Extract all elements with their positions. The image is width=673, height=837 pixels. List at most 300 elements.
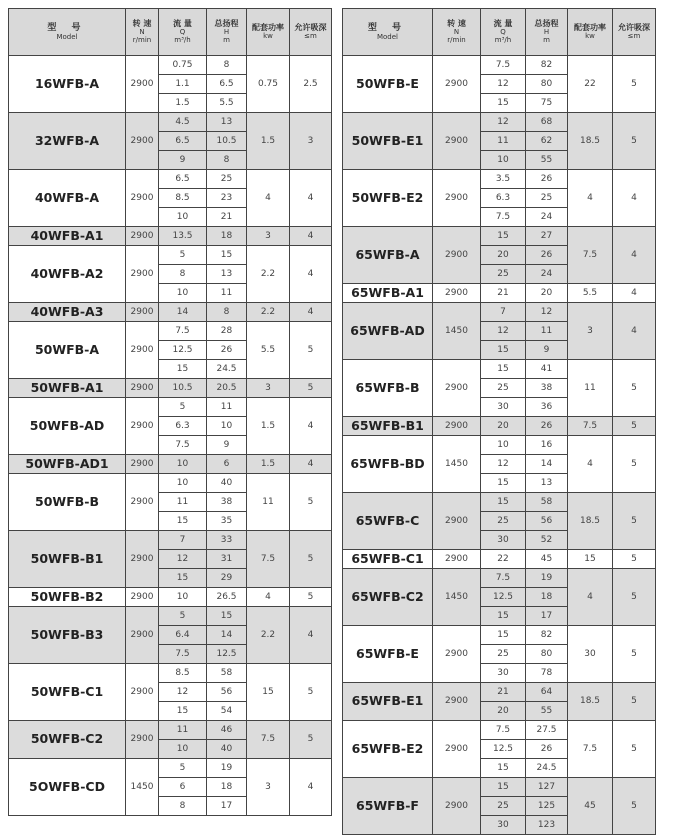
header-power: 配套功率 kw — [247, 9, 290, 56]
head-cell: 12 — [526, 303, 568, 322]
speed-cell: 2900 — [433, 56, 481, 113]
head-cell: 18 — [207, 227, 247, 246]
head-cell: 33 — [207, 531, 247, 550]
header-suction: 允许吸深 ≤m — [613, 9, 656, 56]
suction-cell: 2.5 — [290, 56, 332, 113]
head-cell: 82 — [526, 56, 568, 75]
power-cell: 18.5 — [568, 113, 613, 170]
model-cell: 50WFB-C1 — [9, 664, 126, 721]
head-cell: 27 — [526, 227, 568, 246]
power-cell: 3 — [247, 759, 290, 816]
speed-cell: 2900 — [126, 607, 159, 664]
flow-cell: 6.4 — [159, 626, 207, 645]
head-cell: 82 — [526, 626, 568, 645]
head-cell: 55 — [526, 151, 568, 170]
header-model: 型 号 Model — [9, 9, 126, 56]
table-row — [343, 170, 656, 189]
flow-cell: 13.5 — [159, 227, 207, 246]
table-row — [343, 303, 656, 322]
flow-cell: 9 — [159, 151, 207, 170]
head-cell: 52 — [526, 531, 568, 550]
model-cell: 65WFB-A — [343, 227, 433, 284]
power-cell: 18.5 — [568, 493, 613, 550]
speed-cell: 2900 — [433, 227, 481, 284]
suction-cell: 5 — [613, 436, 656, 493]
speed-cell: 2900 — [126, 398, 159, 455]
head-cell: 9 — [526, 341, 568, 360]
power-cell: 3 — [568, 303, 613, 360]
flow-cell: 8 — [159, 797, 207, 816]
power-cell: 2.2 — [247, 303, 290, 322]
flow-cell: 7 — [481, 303, 526, 322]
table-row — [343, 626, 656, 645]
header-flow: 流 量 Q m³/h — [159, 9, 207, 56]
power-cell: 11 — [568, 360, 613, 417]
head-cell: 8 — [207, 151, 247, 170]
head-cell: 20.5 — [207, 379, 247, 398]
head-cell: 19 — [526, 569, 568, 588]
head-cell: 10.5 — [207, 132, 247, 151]
head-cell: 24 — [526, 265, 568, 284]
flow-cell: 10 — [159, 284, 207, 303]
head-cell: 26.5 — [207, 588, 247, 607]
head-cell: 21 — [207, 208, 247, 227]
head-cell: 127 — [526, 778, 568, 797]
power-cell: 3 — [247, 227, 290, 246]
head-cell: 24.5 — [526, 759, 568, 778]
speed-cell: 1450 — [433, 436, 481, 493]
suction-cell: 4 — [290, 227, 332, 246]
suction-cell: 5 — [613, 417, 656, 436]
power-cell: 5.5 — [247, 322, 290, 379]
flow-cell: 11 — [159, 493, 207, 512]
flow-cell: 20 — [481, 702, 526, 721]
speed-cell: 2900 — [126, 56, 159, 113]
head-cell: 28 — [207, 322, 247, 341]
head-cell: 9 — [207, 436, 247, 455]
speed-cell: 2900 — [126, 588, 159, 607]
flow-cell: 12 — [159, 683, 207, 702]
table-body-left — [9, 56, 332, 816]
flow-cell: 5 — [159, 398, 207, 417]
speed-cell: 2900 — [126, 379, 159, 398]
head-cell: 19 — [207, 759, 247, 778]
head-cell: 18 — [207, 778, 247, 797]
flow-cell: 12.5 — [481, 588, 526, 607]
table-row — [9, 170, 332, 189]
model-cell: 65WFB-C1 — [343, 550, 433, 569]
flow-cell: 15 — [481, 626, 526, 645]
head-cell: 11 — [207, 284, 247, 303]
pump-spec-table-left — [8, 8, 332, 816]
head-cell: 62 — [526, 132, 568, 151]
speed-cell: 2900 — [433, 550, 481, 569]
model-cell: 65WFB-E — [343, 626, 433, 683]
flow-cell: 12 — [481, 75, 526, 94]
power-cell: 30 — [568, 626, 613, 683]
header-head: 总扬程 H m — [207, 9, 247, 56]
flow-cell: 6 — [159, 778, 207, 797]
suction-cell: 4 — [613, 227, 656, 284]
head-cell: 17 — [526, 607, 568, 626]
model-cell: 65WFB-C2 — [343, 569, 433, 626]
model-cell: 65WFB-B — [343, 360, 433, 417]
speed-cell: 2900 — [433, 284, 481, 303]
flow-cell: 11 — [481, 132, 526, 151]
model-cell: 32WFB-A — [9, 113, 126, 170]
head-cell: 26 — [526, 170, 568, 189]
table-header-row — [343, 9, 656, 56]
flow-cell: 15 — [159, 702, 207, 721]
speed-cell: 2900 — [126, 721, 159, 759]
model-cell: 50WFB-E — [343, 56, 433, 113]
head-cell: 45 — [526, 550, 568, 569]
table-row — [9, 227, 332, 246]
model-cell: 65WFB-B1 — [343, 417, 433, 436]
table-row — [9, 607, 332, 626]
suction-cell: 5 — [613, 113, 656, 170]
head-cell: 13 — [526, 474, 568, 493]
speed-cell: 1450 — [433, 303, 481, 360]
head-cell: 23 — [207, 189, 247, 208]
head-cell: 5.5 — [207, 94, 247, 113]
head-cell: 12.5 — [207, 645, 247, 664]
header-speed: 转 速 N r/min — [433, 9, 481, 56]
flow-cell: 12.5 — [481, 740, 526, 759]
table-row — [9, 246, 332, 265]
speed-cell: 2900 — [433, 170, 481, 227]
flow-cell: 14 — [159, 303, 207, 322]
flow-cell: 15 — [481, 360, 526, 379]
head-cell: 58 — [207, 664, 247, 683]
table-row — [343, 493, 656, 512]
suction-cell: 5 — [290, 588, 332, 607]
head-cell: 36 — [526, 398, 568, 417]
flow-cell: 20 — [481, 246, 526, 265]
suction-cell: 4 — [613, 170, 656, 227]
table-row — [343, 417, 656, 436]
flow-cell: 10 — [159, 208, 207, 227]
header-model: 型 号 Model — [343, 9, 433, 56]
flow-cell: 10 — [481, 436, 526, 455]
flow-cell: 6.5 — [159, 132, 207, 151]
flow-cell: 6.3 — [159, 417, 207, 436]
table-row — [9, 113, 332, 132]
head-cell: 26 — [526, 246, 568, 265]
head-cell: 55 — [526, 702, 568, 721]
head-cell: 24.5 — [207, 360, 247, 379]
suction-cell: 4 — [290, 607, 332, 664]
power-cell: 15 — [568, 550, 613, 569]
speed-cell: 2900 — [126, 246, 159, 303]
head-cell: 14 — [526, 455, 568, 474]
model-cell: 50WFB-E1 — [343, 113, 433, 170]
flow-cell: 7.5 — [159, 436, 207, 455]
table-row — [9, 379, 332, 398]
power-cell: 45 — [568, 778, 613, 835]
table-header-row — [9, 9, 332, 56]
model-cell: 65WFB-F — [343, 778, 433, 835]
speed-cell: 2900 — [433, 721, 481, 778]
header-power: 配套功率 kw — [568, 9, 613, 56]
flow-cell: 15 — [481, 778, 526, 797]
head-cell: 29 — [207, 569, 247, 588]
table-row — [9, 721, 332, 740]
head-cell: 8 — [207, 303, 247, 322]
head-cell: 80 — [526, 645, 568, 664]
flow-cell: 1.1 — [159, 75, 207, 94]
speed-cell: 2900 — [126, 664, 159, 721]
flow-cell: 15 — [159, 360, 207, 379]
table-row — [343, 569, 656, 588]
flow-cell: 20 — [481, 417, 526, 436]
flow-cell: 25 — [481, 379, 526, 398]
model-cell: 65WFB-A1 — [343, 284, 433, 303]
table-row — [9, 303, 332, 322]
table-body-right — [343, 56, 656, 835]
suction-cell: 4 — [290, 303, 332, 322]
flow-cell: 30 — [481, 664, 526, 683]
suction-cell: 5 — [290, 531, 332, 588]
power-cell: 3 — [247, 379, 290, 398]
flow-cell: 6.5 — [159, 170, 207, 189]
head-cell: 40 — [207, 740, 247, 759]
head-cell: 6.5 — [207, 75, 247, 94]
suction-cell: 5 — [613, 360, 656, 417]
power-cell: 15 — [247, 664, 290, 721]
head-cell: 35 — [207, 512, 247, 531]
suction-cell: 5 — [613, 778, 656, 835]
flow-cell: 10 — [481, 151, 526, 170]
flow-cell: 5 — [159, 759, 207, 778]
table-row — [343, 721, 656, 740]
table-row — [9, 56, 332, 75]
head-cell: 26 — [526, 417, 568, 436]
speed-cell: 2900 — [433, 626, 481, 683]
suction-cell: 4 — [290, 246, 332, 303]
flow-cell: 6.3 — [481, 189, 526, 208]
model-cell: 40WFB-A — [9, 170, 126, 227]
flow-cell: 30 — [481, 531, 526, 550]
head-cell: 15 — [207, 246, 247, 265]
flow-cell: 21 — [481, 284, 526, 303]
table-row — [343, 227, 656, 246]
head-cell: 41 — [526, 360, 568, 379]
power-cell: 4 — [247, 588, 290, 607]
speed-cell: 2900 — [126, 170, 159, 227]
table-row — [343, 56, 656, 75]
speed-cell: 2900 — [126, 227, 159, 246]
flow-cell: 7 — [159, 531, 207, 550]
table-row — [343, 284, 656, 303]
model-cell: 65WFB-BD — [343, 436, 433, 493]
flow-cell: 7.5 — [159, 645, 207, 664]
flow-cell: 15 — [159, 569, 207, 588]
suction-cell: 4 — [613, 303, 656, 360]
table-row — [9, 588, 332, 607]
flow-cell: 11 — [159, 721, 207, 740]
head-cell: 6 — [207, 455, 247, 474]
head-cell: 123 — [526, 816, 568, 835]
head-cell: 54 — [207, 702, 247, 721]
flow-cell: 7.5 — [159, 322, 207, 341]
flow-cell: 12.5 — [159, 341, 207, 360]
flow-cell: 8.5 — [159, 664, 207, 683]
speed-cell: 2900 — [126, 531, 159, 588]
flow-cell: 15 — [481, 94, 526, 113]
flow-cell: 10 — [159, 740, 207, 759]
head-cell: 25 — [526, 189, 568, 208]
model-cell: 50WFB-AD1 — [9, 455, 126, 474]
head-cell: 8 — [207, 56, 247, 75]
header-head: 总扬程 H m — [526, 9, 568, 56]
suction-cell: 5 — [613, 550, 656, 569]
model-cell: 16WFB-A — [9, 56, 126, 113]
flow-cell: 15 — [159, 512, 207, 531]
header-flow: 流 量 Q m³/h — [481, 9, 526, 56]
suction-cell: 4 — [290, 398, 332, 455]
flow-cell: 21 — [481, 683, 526, 702]
head-cell: 75 — [526, 94, 568, 113]
suction-cell: 5 — [290, 474, 332, 531]
model-cell: 5OWFB-CD — [9, 759, 126, 816]
head-cell: 17 — [207, 797, 247, 816]
head-cell: 80 — [526, 75, 568, 94]
flow-cell: 12 — [481, 113, 526, 132]
suction-cell: 5 — [290, 721, 332, 759]
speed-cell: 2900 — [126, 303, 159, 322]
head-cell: 11 — [526, 322, 568, 341]
flow-cell: 1.5 — [159, 94, 207, 113]
flow-cell: 25 — [481, 797, 526, 816]
model-cell: 65WFB-E2 — [343, 721, 433, 778]
flow-cell: 10.5 — [159, 379, 207, 398]
head-cell: 13 — [207, 265, 247, 284]
head-cell: 25 — [207, 170, 247, 189]
table-row — [9, 398, 332, 417]
flow-cell: 30 — [481, 398, 526, 417]
flow-cell: 8.5 — [159, 189, 207, 208]
flow-cell: 10 — [159, 588, 207, 607]
table-row — [9, 531, 332, 550]
speed-cell: 2900 — [433, 778, 481, 835]
model-cell: 40WFB-A3 — [9, 303, 126, 322]
power-cell: 7.5 — [568, 227, 613, 284]
model-cell: 65WFB-AD — [343, 303, 433, 360]
flow-cell: 15 — [481, 759, 526, 778]
flow-cell: 8 — [159, 265, 207, 284]
speed-cell: 2900 — [433, 360, 481, 417]
power-cell: 2.2 — [247, 246, 290, 303]
suction-cell: 5 — [613, 56, 656, 113]
head-cell: 125 — [526, 797, 568, 816]
model-cell: 50WFB-B2 — [9, 588, 126, 607]
model-cell: 40WFB-A1 — [9, 227, 126, 246]
flow-cell: 15 — [481, 493, 526, 512]
header-speed: 转 速 N r/min — [126, 9, 159, 56]
flow-cell: 7.5 — [481, 721, 526, 740]
suction-cell: 5 — [290, 664, 332, 721]
power-cell: 5.5 — [568, 284, 613, 303]
power-cell: 4 — [568, 436, 613, 493]
speed-cell: 2900 — [126, 455, 159, 474]
speed-cell: 2900 — [433, 493, 481, 550]
speed-cell: 2900 — [126, 322, 159, 379]
head-cell: 15 — [207, 607, 247, 626]
model-cell: 50WFB-C2 — [9, 721, 126, 759]
flow-cell: 22 — [481, 550, 526, 569]
model-cell: 65WFB-C — [343, 493, 433, 550]
pump-spec-table-right — [342, 8, 656, 835]
table-row — [9, 322, 332, 341]
head-cell: 58 — [526, 493, 568, 512]
suction-cell: 5 — [613, 569, 656, 626]
flow-cell: 4.5 — [159, 113, 207, 132]
power-cell: 2.2 — [247, 607, 290, 664]
head-cell: 14 — [207, 626, 247, 645]
speed-cell: 2900 — [126, 474, 159, 531]
suction-cell: 3 — [290, 113, 332, 170]
flow-cell: 3.5 — [481, 170, 526, 189]
model-cell: 50WFB-AD — [9, 398, 126, 455]
flow-cell: 12 — [159, 550, 207, 569]
speed-cell: 1450 — [126, 759, 159, 816]
model-cell: 50WFB-B — [9, 474, 126, 531]
head-cell: 16 — [526, 436, 568, 455]
head-cell: 11 — [207, 398, 247, 417]
head-cell: 26 — [207, 341, 247, 360]
flow-cell: 15 — [481, 607, 526, 626]
header-suction: 允许吸深 ≤m — [290, 9, 332, 56]
suction-cell: 5 — [290, 322, 332, 379]
flow-cell: 10 — [159, 455, 207, 474]
flow-cell: 30 — [481, 816, 526, 835]
head-cell: 68 — [526, 113, 568, 132]
head-cell: 56 — [526, 512, 568, 531]
flow-cell: 7.5 — [481, 569, 526, 588]
head-cell: 38 — [526, 379, 568, 398]
suction-cell: 5 — [613, 721, 656, 778]
table-row — [9, 664, 332, 683]
power-cell: 7.5 — [247, 721, 290, 759]
power-cell: 4 — [247, 170, 290, 227]
head-cell: 26 — [526, 740, 568, 759]
model-cell: 50WFB-B3 — [9, 607, 126, 664]
suction-cell: 4 — [613, 284, 656, 303]
power-cell: 18.5 — [568, 683, 613, 721]
model-cell: 50WFB-A — [9, 322, 126, 379]
power-cell: 7.5 — [568, 417, 613, 436]
flow-cell: 5 — [159, 607, 207, 626]
suction-cell: 4 — [290, 759, 332, 816]
head-cell: 20 — [526, 284, 568, 303]
speed-cell: 2900 — [433, 113, 481, 170]
head-cell: 13 — [207, 113, 247, 132]
power-cell: 1.5 — [247, 113, 290, 170]
suction-cell: 5 — [613, 626, 656, 683]
flow-cell: 10 — [159, 474, 207, 493]
head-cell: 27.5 — [526, 721, 568, 740]
model-cell: 50WFB-E2 — [343, 170, 433, 227]
speed-cell: 2900 — [433, 417, 481, 436]
flow-cell: 15 — [481, 341, 526, 360]
table-row — [9, 474, 332, 493]
power-cell: 1.5 — [247, 398, 290, 455]
flow-cell: 25 — [481, 265, 526, 284]
head-cell: 56 — [207, 683, 247, 702]
head-cell: 78 — [526, 664, 568, 683]
table-row — [9, 759, 332, 778]
